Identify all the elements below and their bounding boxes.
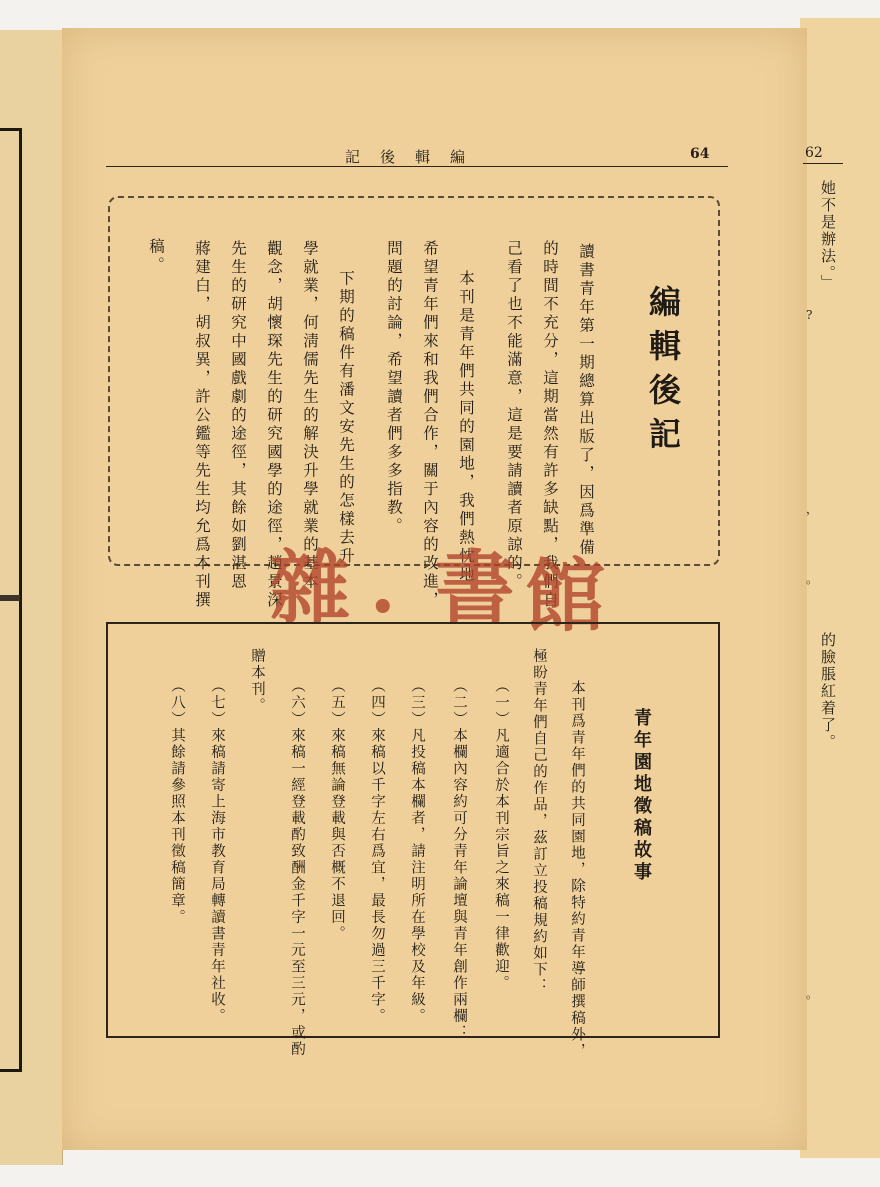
call-for-papers-line: 贈本刊。 xyxy=(249,648,265,714)
editorial-line: 問題的討論，希望讀者們多多指教。 xyxy=(385,240,403,536)
call-for-papers-line: （三）凡投稿本欄者，請注明所在學校及年級。 xyxy=(409,678,425,1025)
watermark-char: • xyxy=(370,584,396,631)
left-page-rule xyxy=(0,595,20,601)
call-for-papers-line: （一）凡適合於本刊宗旨之來稿一律歡迎。 xyxy=(493,678,509,992)
right-page-mark: ? xyxy=(806,308,813,322)
right-page-number: 62 xyxy=(805,145,823,161)
editorial-line: 先生的研究中國戲劇的途徑，其餘如劉湛恩 xyxy=(229,240,247,592)
call-for-papers-line: 本刊爲青年們的共同園地，除特約青年導師撰稿外， xyxy=(569,680,585,1060)
call-for-papers-title: 青年園地徵稿故事 xyxy=(631,708,652,884)
watermark-char: 書 xyxy=(435,541,515,635)
right-page-mark: 。 xyxy=(806,987,819,1001)
page-number: 64 xyxy=(690,146,710,162)
editorial-line: 下期的稿件有潘文安先生的怎樣去升 xyxy=(337,270,355,566)
page-header-title: 記後輯編 xyxy=(345,148,486,166)
call-for-papers-line: （五）來稿無論登載與否概不退回。 xyxy=(329,678,345,942)
editorial-line: 學就業，何淸儒先生的解決升學就業的基本 xyxy=(301,240,319,592)
editorial-line: 希望青年們來和我們合作，關于內容的改進， xyxy=(421,240,439,610)
editorial-line: 觀念，胡懷琛先生的研究國學的途徑，趙景深 xyxy=(265,240,283,610)
editorial-line: 的時間不充分，這期當然有許多缺點，我們自 xyxy=(541,240,559,610)
watermark-char: 雜 xyxy=(270,541,350,635)
header-rule xyxy=(106,166,728,167)
right-page-mark: 。 xyxy=(806,572,819,586)
right-header-rule xyxy=(803,163,843,164)
call-for-papers-line: （四）來稿以千字左右爲宜，最長勿過三千字。 xyxy=(369,678,385,1025)
call-for-papers-line: （二）本欄內容約可分青年論壇與青年創作兩欄： xyxy=(451,678,467,1041)
call-for-papers-line: 極盼青年們自己的作品，茲訂立投稿規約如下： xyxy=(531,648,547,995)
editorial-notes-title: 編輯後記 xyxy=(644,285,682,461)
right-page-column: 的臉脹紅着了。 xyxy=(819,632,837,751)
right-page-column: 她不是辦法。」 xyxy=(819,180,837,292)
call-for-papers-line: （七）來稿請寄上海市教育局轉讀書青年社收。 xyxy=(209,678,225,1025)
watermark-char: 館 xyxy=(525,549,605,643)
editorial-line: 讀書青年第一期總算出版了，因爲準備 xyxy=(577,243,595,558)
editorial-line: 蔣建白，胡叔異，許公鑑等先生均允爲本刊撰 xyxy=(193,240,211,610)
editorial-line: 稿。 xyxy=(147,238,165,275)
editorial-line: 本刊是青年們共同的園地，我們熱忱地 xyxy=(457,270,475,585)
call-for-papers-line: （六）來稿一經登載酌致酬金千字一元至三元，或酌 xyxy=(289,678,305,1058)
call-for-papers-line: （八）其餘請參照本刊徵稿簡章。 xyxy=(169,678,185,926)
editorial-line: 己看了也不能滿意，這是要請讀者原諒的。 xyxy=(505,240,523,592)
right-page-mark: ， xyxy=(806,502,819,516)
